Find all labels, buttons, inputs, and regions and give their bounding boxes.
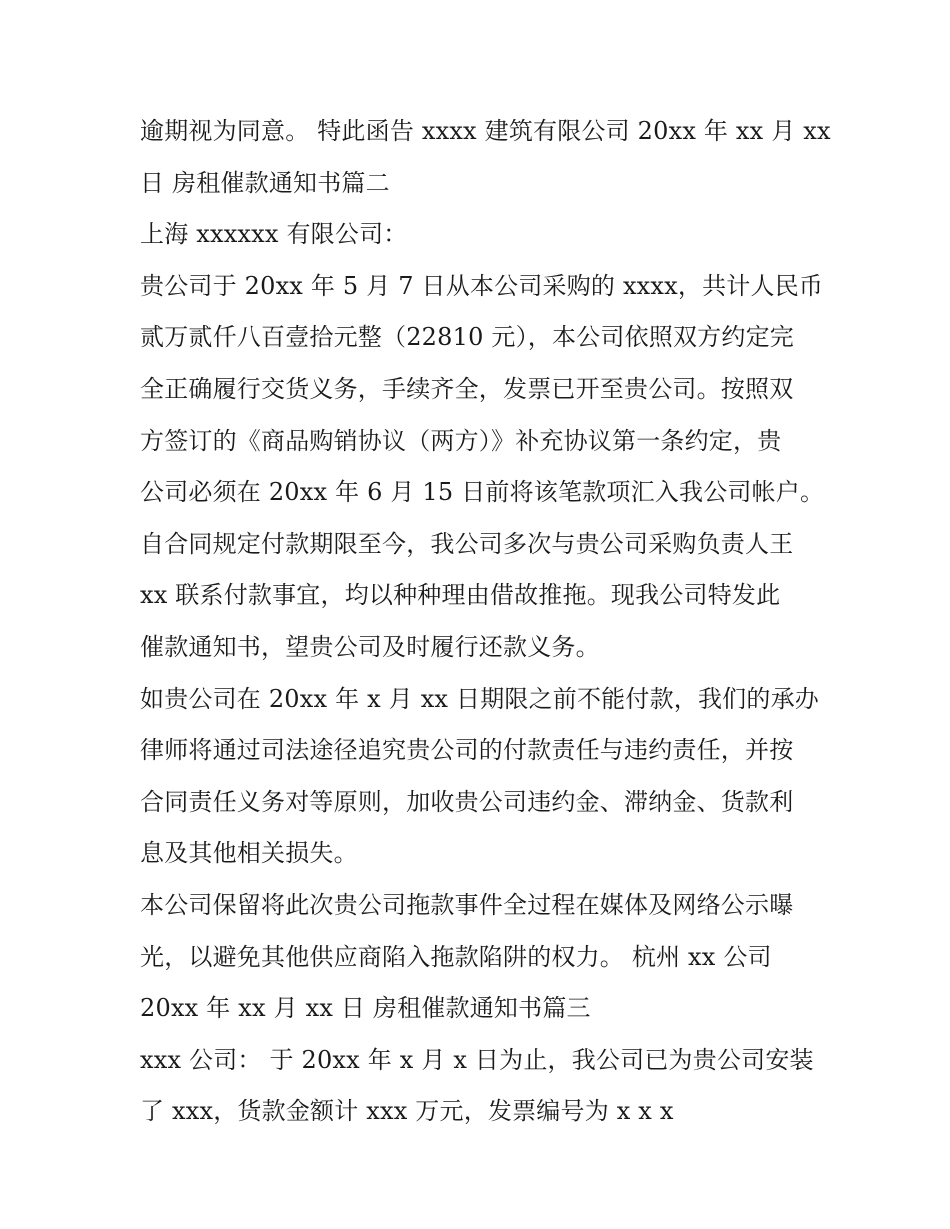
text-line: 上海 xxxxxx 有限公司： — [140, 220, 408, 249]
text-line: xxx 公司： 于 20xx 年 x 月 x 日为止，我公司已为贵公司安装 — [140, 1045, 814, 1074]
text-line: 20xx 年 xx 月 xx 日 房租催款通知书篇三 — [140, 994, 591, 1023]
text-line: 逾期视为同意。 特此函告 xxxx 建筑有限公司 20xx 年 xx 月 xx — [140, 117, 831, 145]
text-line: 本公司保留将此次贵公司拖款事件全过程在媒体及网络公示曝 — [140, 890, 794, 919]
text-line: xx 联系付款事宜，均以种种理由借故推拖。现我公司特发此 — [140, 581, 781, 610]
text-line: 贰万贰仟八百壹拾元整（22810 元），本公司依照双方约定完 — [140, 323, 794, 352]
text-line: 全正确履行交货义务，手续齐全，发票已开至贵公司。按照双 — [140, 374, 794, 403]
text-line: 催款通知书，望贵公司及时履行还款义务。 — [140, 632, 600, 661]
text-line: 公司必须在 20xx 年 6 月 15 日前将该笔款项汇入我公司帐户。 — [140, 478, 825, 507]
text-line: 方签订的《商品购销协议（两方）》补充协议第一条约定，贵 — [140, 426, 782, 455]
text-line: 光，以避免其他供应商陷入拖款陷阱的权力。 杭州 xx 公司 — [140, 942, 772, 971]
text-line: 贵公司于 20xx 年 5 月 7 日从本公司采购的 xxxx，共计人民币 — [140, 271, 824, 300]
text-line: 如贵公司在 20xx 年 x 月 xx 日期限之前不能付款，我们的承办 — [140, 684, 819, 713]
text-line: 律师将通过司法途径追究贵公司的付款责任与违约责任，并按 — [140, 736, 794, 765]
text-line: 合同责任义务对等原则，加收贵公司违约金、滞纳金、货款利 — [140, 787, 794, 816]
document-body — [140, 106, 831, 1138]
text-line: 了 xxx，货款金额计 xxx 万元，发票编号为 x x x — [140, 1097, 674, 1126]
text-line: 息及其他相关损失。 — [140, 839, 358, 868]
text-line: 自合同规定付款期限至今，我公司多次与贵公司采购负责人王 — [140, 529, 794, 558]
text-line: 日 房租催款通知书篇二 — [140, 168, 390, 197]
